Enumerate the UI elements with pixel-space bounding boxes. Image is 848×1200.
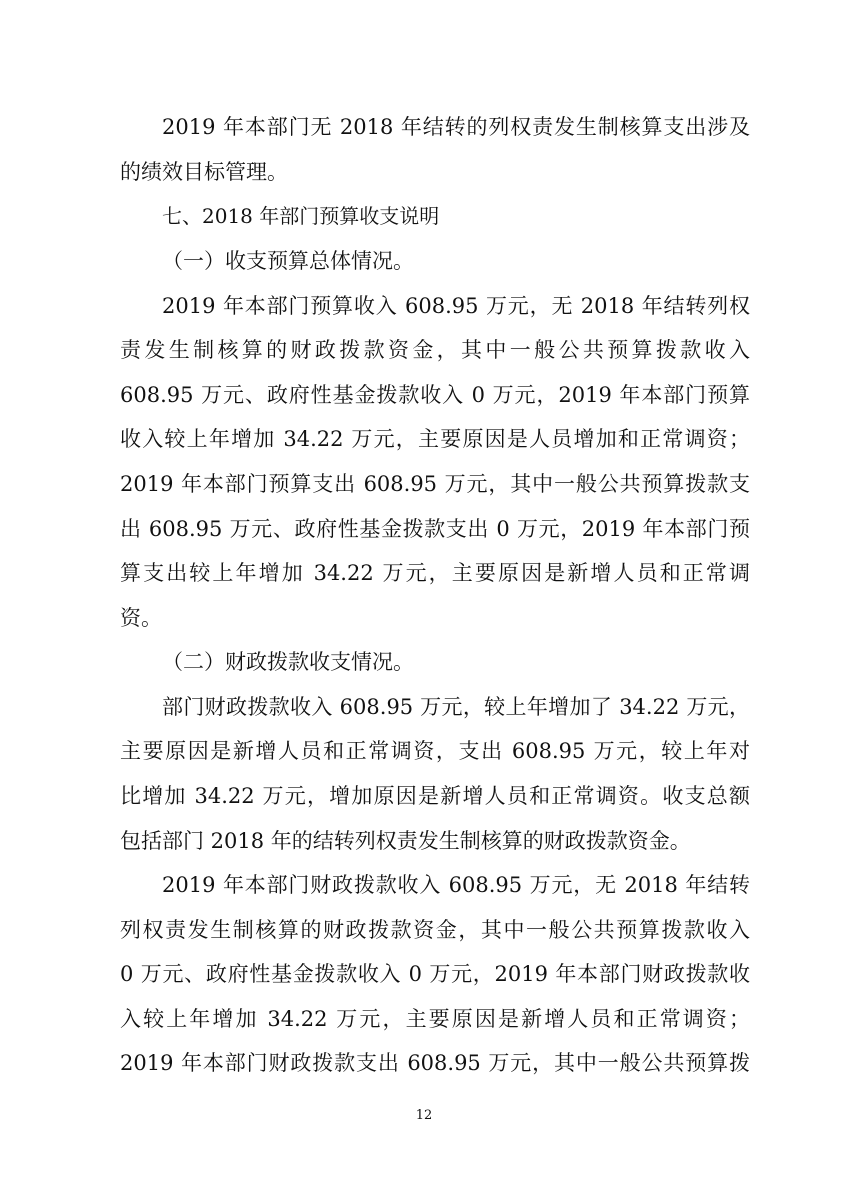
subsection-2-para-a-line-4: 包括部门 2018 年的结转列权责发生制核算的财政拨款资金。 — [120, 829, 691, 853]
subsection-2-para-b-line-3: 0 万元、政府性基金拨款收入 0 万元，2019 年本部门财政拨款收 — [120, 962, 750, 986]
subsection-1-line-5: 2019 年本部门预算支出 608.95 万元，其中一般公共预算拨款支 — [120, 472, 750, 496]
subsection-1-line-8: 资。 — [120, 606, 162, 630]
subsection-1-heading: （一）收支预算总体情况。 — [162, 249, 414, 273]
subsection-2-heading: （二）财政拨款收支情况。 — [162, 650, 414, 674]
subsection-2-para-a-line-3: 比增加 34.22 万元，增加原因是新增人员和正常调资。收支总额 — [120, 784, 750, 808]
subsection-2-para-b-line-1: 2019 年本部门财政拨款收入 608.95 万元，无 2018 年结转 — [162, 873, 750, 897]
subsection-1-line-3: 608.95 万元、政府性基金拨款收入 0 万元，2019 年本部门预算 — [120, 383, 750, 407]
subsection-2-para-b-line-4: 入较上年增加 34.22 万元，主要原因是新增人员和正常调资； — [120, 1007, 750, 1031]
paragraph-1-line-2: 的绩效目标管理。 — [120, 160, 288, 184]
subsection-2-para-b-line-2: 列权责发生制核算的财政拨款资金，其中一般公共预算拨款收入 — [120, 918, 750, 942]
subsection-1-line-1: 2019 年本部门预算收入 608.95 万元，无 2018 年结转列权 — [162, 294, 750, 318]
subsection-2-para-b-line-5: 2019 年本部门财政拨款支出 608.95 万元，其中一般公共预算拨 — [120, 1051, 750, 1075]
subsection-1-line-4: 收入较上年增加 34.22 万元，主要原因是人员增加和正常调资； — [120, 427, 750, 451]
paragraph-1-line-1: 2019 年本部门无 2018 年结转的列权责发生制核算支出涉及 — [162, 115, 750, 139]
subsection-2-para-a-line-1: 部门财政拨款收入 608.95 万元，较上年增加了 34.22 万元， — [162, 695, 750, 719]
subsection-1-line-2: 责发生制核算的财政拨款资金，其中一般公共预算拨款收入 — [120, 338, 750, 362]
subsection-2-para-a-line-2: 主要原因是新增人员和正常调资，支出 608.95 万元，较上年对 — [120, 739, 750, 763]
section-heading: 七、2018 年部门预算收支说明 — [162, 204, 440, 228]
subsection-1-line-7: 算支出较上年增加 34.22 万元，主要原因是新增人员和正常调 — [120, 561, 750, 585]
page-number: 12 — [415, 1108, 433, 1123]
subsection-1-line-6: 出 608.95 万元、政府性基金拨款支出 0 万元，2019 年本部门预 — [120, 517, 750, 541]
